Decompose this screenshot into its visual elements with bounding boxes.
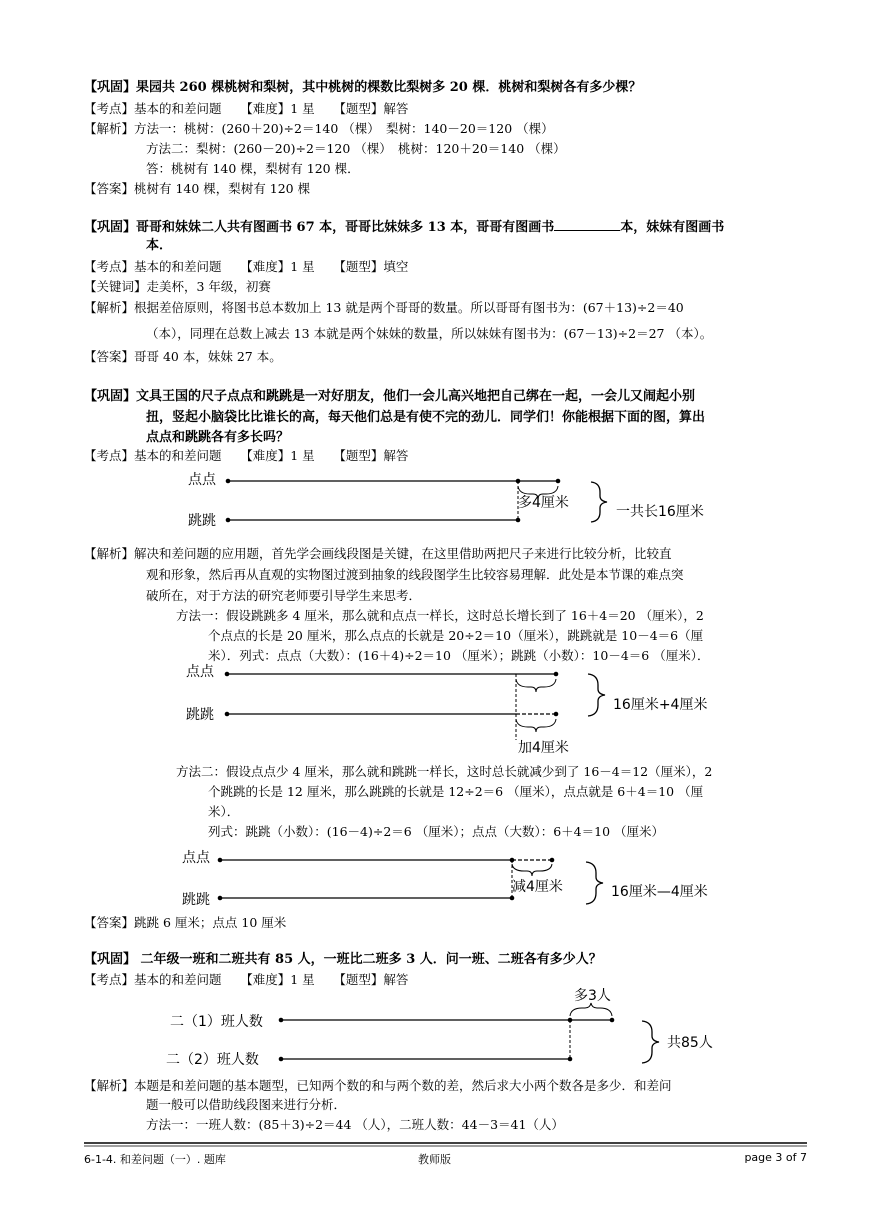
footer-left: 6-1-4. 和差问题（一）. 题库 — [84, 1153, 226, 1166]
method1-line1: 方法一：假设跳跳多 4 厘米，那么就和点点一样长，这时总长增长到了 16＋4＝20 （厘米），2 — [176, 608, 704, 623]
diagram4-total-label: 共85人 — [667, 1035, 713, 1051]
diagram2-bottom-label: 跳跳 — [186, 707, 214, 723]
method1-line3: 米）．列式：点点（大数）：(16＋4)÷2＝10 （厘米）；跳跳（小数）：10－4＝6 （厘米）． — [208, 648, 710, 663]
diagram4 — [166, 988, 713, 1068]
problem2-answer: 【答案】哥哥 40 本，妹妹 27 本。 — [84, 349, 282, 364]
problem4-solution-2: 题一般可以借助线段图来进行分析． — [146, 1097, 347, 1112]
problem4-question: 【巩固】 二年级一班和二班共有 85 人，一班比二班多 3 人．问一班、二班各有多少人？ — [84, 952, 602, 967]
method1-line2: 个点点的长是 20 厘米，那么点点的长就是 20÷2＝10（厘米），跳跳就是 10－4＝6（厘 — [208, 628, 704, 643]
problem1-solution-2: 方法二：梨树：(260－20)÷2＝120 （棵） 桃树：120＋20＝140 （棵） — [146, 141, 566, 156]
footer-page-number: page 3 of 7 — [744, 1151, 807, 1164]
diagram3-top-label: 点点 — [182, 850, 210, 866]
problem2-keywords: 【关键词】走美杯，3 年级，初赛 — [84, 279, 271, 294]
problem2-question-part-a: 【巩固】哥哥和妹妹二人共有图画书 67 本，哥哥比妹妹多 13 本，哥哥有图画书 — [84, 220, 555, 235]
problem1-answer: 【答案】桃树有 140 棵，梨树有 120 棵 — [84, 181, 311, 196]
problem3-question-line3: 点点和跳跳各有多长吗？ — [146, 430, 290, 445]
method2-line1: 方法二：假设点点少 4 厘米，那么就和跳跳一样长，这时总长就减少到了 16－4＝12（厘米），2 — [176, 764, 713, 779]
problem4-method1: 方法一：一班人数：(85＋3)÷2＝44 （人），二班人数：44－3＝41（人） — [146, 1117, 564, 1132]
diagram2 — [186, 663, 707, 756]
problem3-answer: 【答案】跳跳 6 厘米；点点 10 厘米 — [84, 915, 287, 930]
problem2-question-line2: 本． — [146, 238, 173, 253]
diagram4-bottom-label: 二（2）班人数 — [166, 1052, 259, 1068]
problem3-solution-1: 【解析】解决和差问题的应用题，首先学会画线段图是关键，在这里借助两把尺子来进行比较分析，比较直 — [84, 546, 672, 561]
diagram3-total-label: 16厘米—4厘米 — [611, 884, 708, 900]
problem1-solution-3: 答：桃树有 140 棵，梨树有 120 棵． — [146, 161, 360, 176]
diagram4-top-label: 二（1）班人数 — [170, 1014, 263, 1030]
method2-line4: 列式：跳跳（小数）：(16－4)÷2＝6 （厘米）；点点（大数）：6＋4＝10 （厘米） — [208, 824, 665, 839]
method2-line2: 个跳跳的长是 12 厘米，那么跳跳的长就是 12÷2＝6 （厘米），点点就是 6＋4＝10 （厘 — [208, 784, 704, 799]
diagram1-bottom-label: 跳跳 — [188, 513, 216, 529]
problem3-question-line2: 扭，竖起小脑袋比比谁长的高，每天他们总是有使不完的劲儿．同学们！你能根据下面的图，算出 — [146, 410, 706, 425]
diagram1-top-label: 点点 — [188, 472, 216, 488]
method2-line3: 米）． — [208, 804, 240, 819]
problem3-question-line1: 【巩固】文具王国的尺子点点和跳跳是一对好朋友，他们一会儿高兴地把自己绑在一起，一会儿又闹起小别 — [84, 389, 696, 404]
diagram3-sub-label: 减4厘米 — [512, 879, 563, 895]
footer-center: 教师版 — [418, 1153, 451, 1166]
problem4-solution-1: 【解析】本题是和差问题的基本题型，已知两个数的和与两个数的差，然后求大小两个数各是多少．和差问 — [84, 1078, 672, 1093]
diagram3 — [182, 849, 708, 908]
diagram2-total-label: 16厘米+4厘米 — [613, 697, 708, 713]
problem2-solution-1: 【解析】根据差倍原则，将图书总本数加上 13 就是两个哥哥的数量。所以哥哥有图书为：(67＋13)÷2＝40 — [84, 300, 684, 315]
problem3-meta: 【考点】基本的和差问题 【难度】1 星 【题型】解答 — [84, 448, 409, 463]
diagram2-add-label: 加4厘米 — [518, 740, 569, 756]
problem4-meta: 【考点】基本的和差问题 【难度】1 星 【题型】解答 — [84, 972, 409, 987]
diagram2-top-label: 点点 — [186, 664, 214, 680]
problem1-meta: 【考点】基本的和差问题 【难度】1 星 【题型】解答 — [84, 101, 409, 116]
problem1-solution-1: 【解析】方法一：桃树：(260＋20)÷2＝140 （棵） 梨树：140－20＝120 （棵） — [84, 121, 554, 136]
problem2-question-part-b: 本，妹妹有图画书 — [620, 220, 725, 235]
problem3-solution-3: 破所在，对于方法的研究老师要引导学生来思考． — [146, 588, 422, 603]
diagram1 — [188, 471, 704, 529]
diagram1-total-label: 一共长16厘米 — [616, 504, 704, 520]
diagram1-diff-label: 多4厘米 — [518, 495, 569, 511]
problem3-solution-2: 观和形象，然后再从直观的实物图过渡到抽象的线段图学生比较容易理解．此处是本节课的难点突 — [146, 567, 684, 582]
problem2-solution-2: （本），同理在总数上减去 13 本就是两个妹妹的数量，所以妹妹有图书为：(67－13)÷2＝27 （本）。 — [146, 326, 713, 341]
problem1-question: 【巩固】果园共 260 棵桃树和梨树，其中桃树的棵数比梨树多 20 棵．桃树和梨树各有多少棵？ — [84, 80, 642, 95]
problem2-meta: 【考点】基本的和差问题 【难度】1 星 【题型】填空 — [84, 259, 409, 274]
diagram3-bottom-label: 跳跳 — [182, 892, 210, 908]
diagram4-diff-label: 多3人 — [574, 988, 611, 1004]
